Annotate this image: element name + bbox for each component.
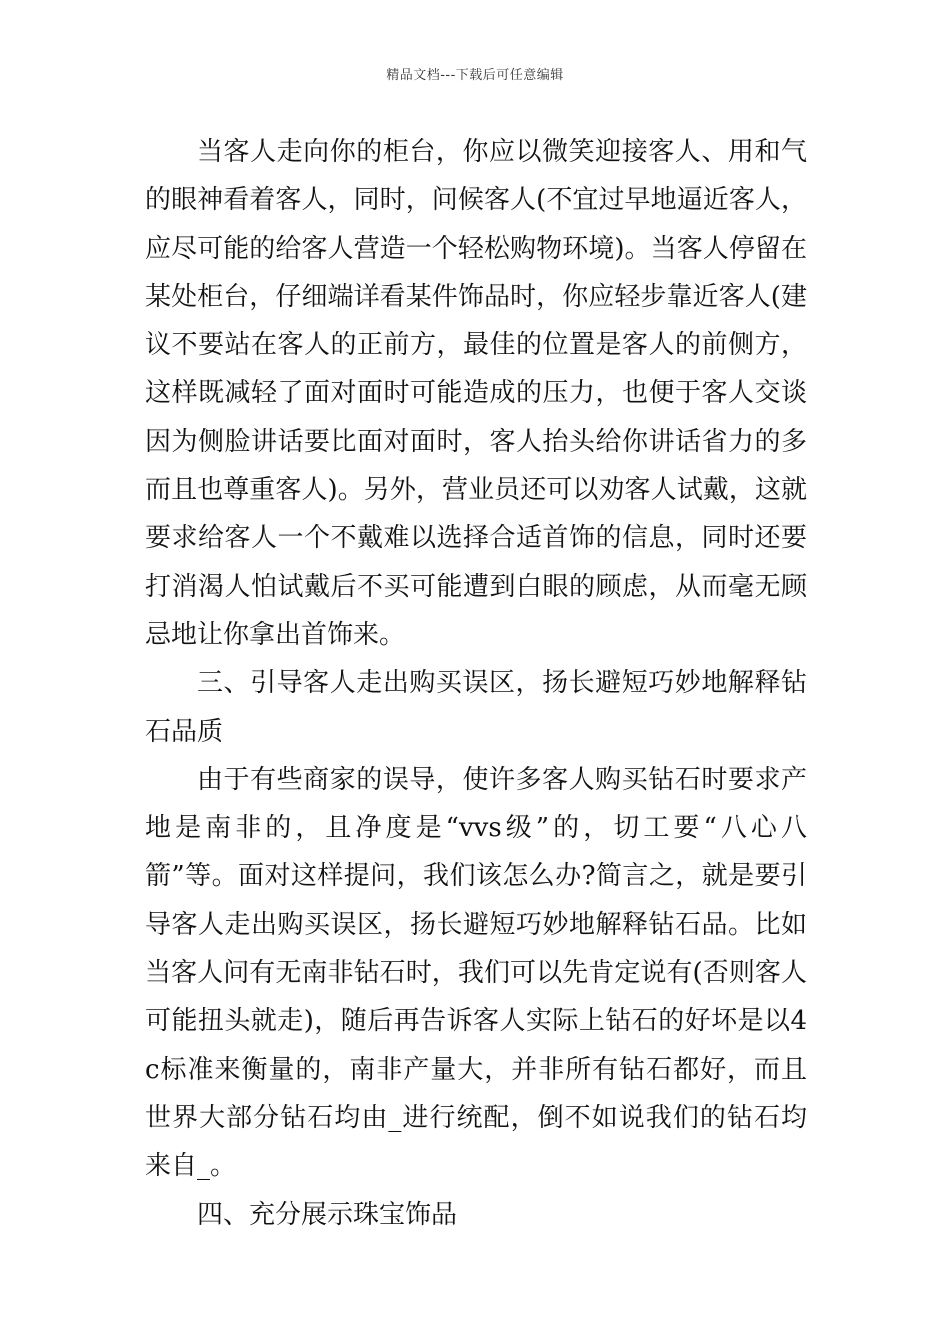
section-heading-3: 三、引导客人走出购买误区，扬长避短巧妙地解释钻石品质 bbox=[145, 668, 807, 747]
page-header: 精品文档---下载后可任意编辑 bbox=[386, 68, 564, 83]
paragraph-customer-greeting: 当客人走向你的柜台，你应以微笑迎接客人、用和气的眼神看着客人，同时，问候客人(不宜过早地逼近客人，应尽可能的给客人营造一个轻松购物环境)。当客人停留在某处柜台，仔细端详看某件饰品时，你应轻步靠近客人(建议不要站在客人的正前方，最佳的位置是客人的前侧方，这样既减轻了面对面时可能造成的压力，也便于客人交谈因为侧脸讲话要比面对面时，客人抬头给你讲话省力的多而且也尊重客人)。另外，营业员还可以劝客人试戴，这就要求给客人一个不戴难以选择合适首饰的信息，同时还要打消渴人怕试戴后不买可能遭到白眼的顾虑，从而毫无顾忌地让你拿出首饰来。 bbox=[145, 137, 807, 650]
paragraph-diamond-quality: 由于有些商家的误导，使许多客人购买钻石时要求产地是南非的，且净度是“vvs级”的，切工要“八心八箭”等。面对这样提问，我们该怎么办?简言之，就是要引导客人走出购买误区，扬长避短巧妙地解释钻石品。比如当客人问有无南非钻石时，我们可以先肯定说有(否则客人可能扭头就走)，随后再告诉客人实际上钻石的好坏是以4c标准来衡量的，南非产量大，并非所有钻石都好，而且世界大部分钻石均由_进行统配，倒不如说我们的钻石均来自_。 bbox=[145, 764, 807, 1182]
document-body bbox=[145, 128, 807, 1239]
section-heading-4: 四、充分展示珠宝饰品 bbox=[197, 1199, 458, 1230]
